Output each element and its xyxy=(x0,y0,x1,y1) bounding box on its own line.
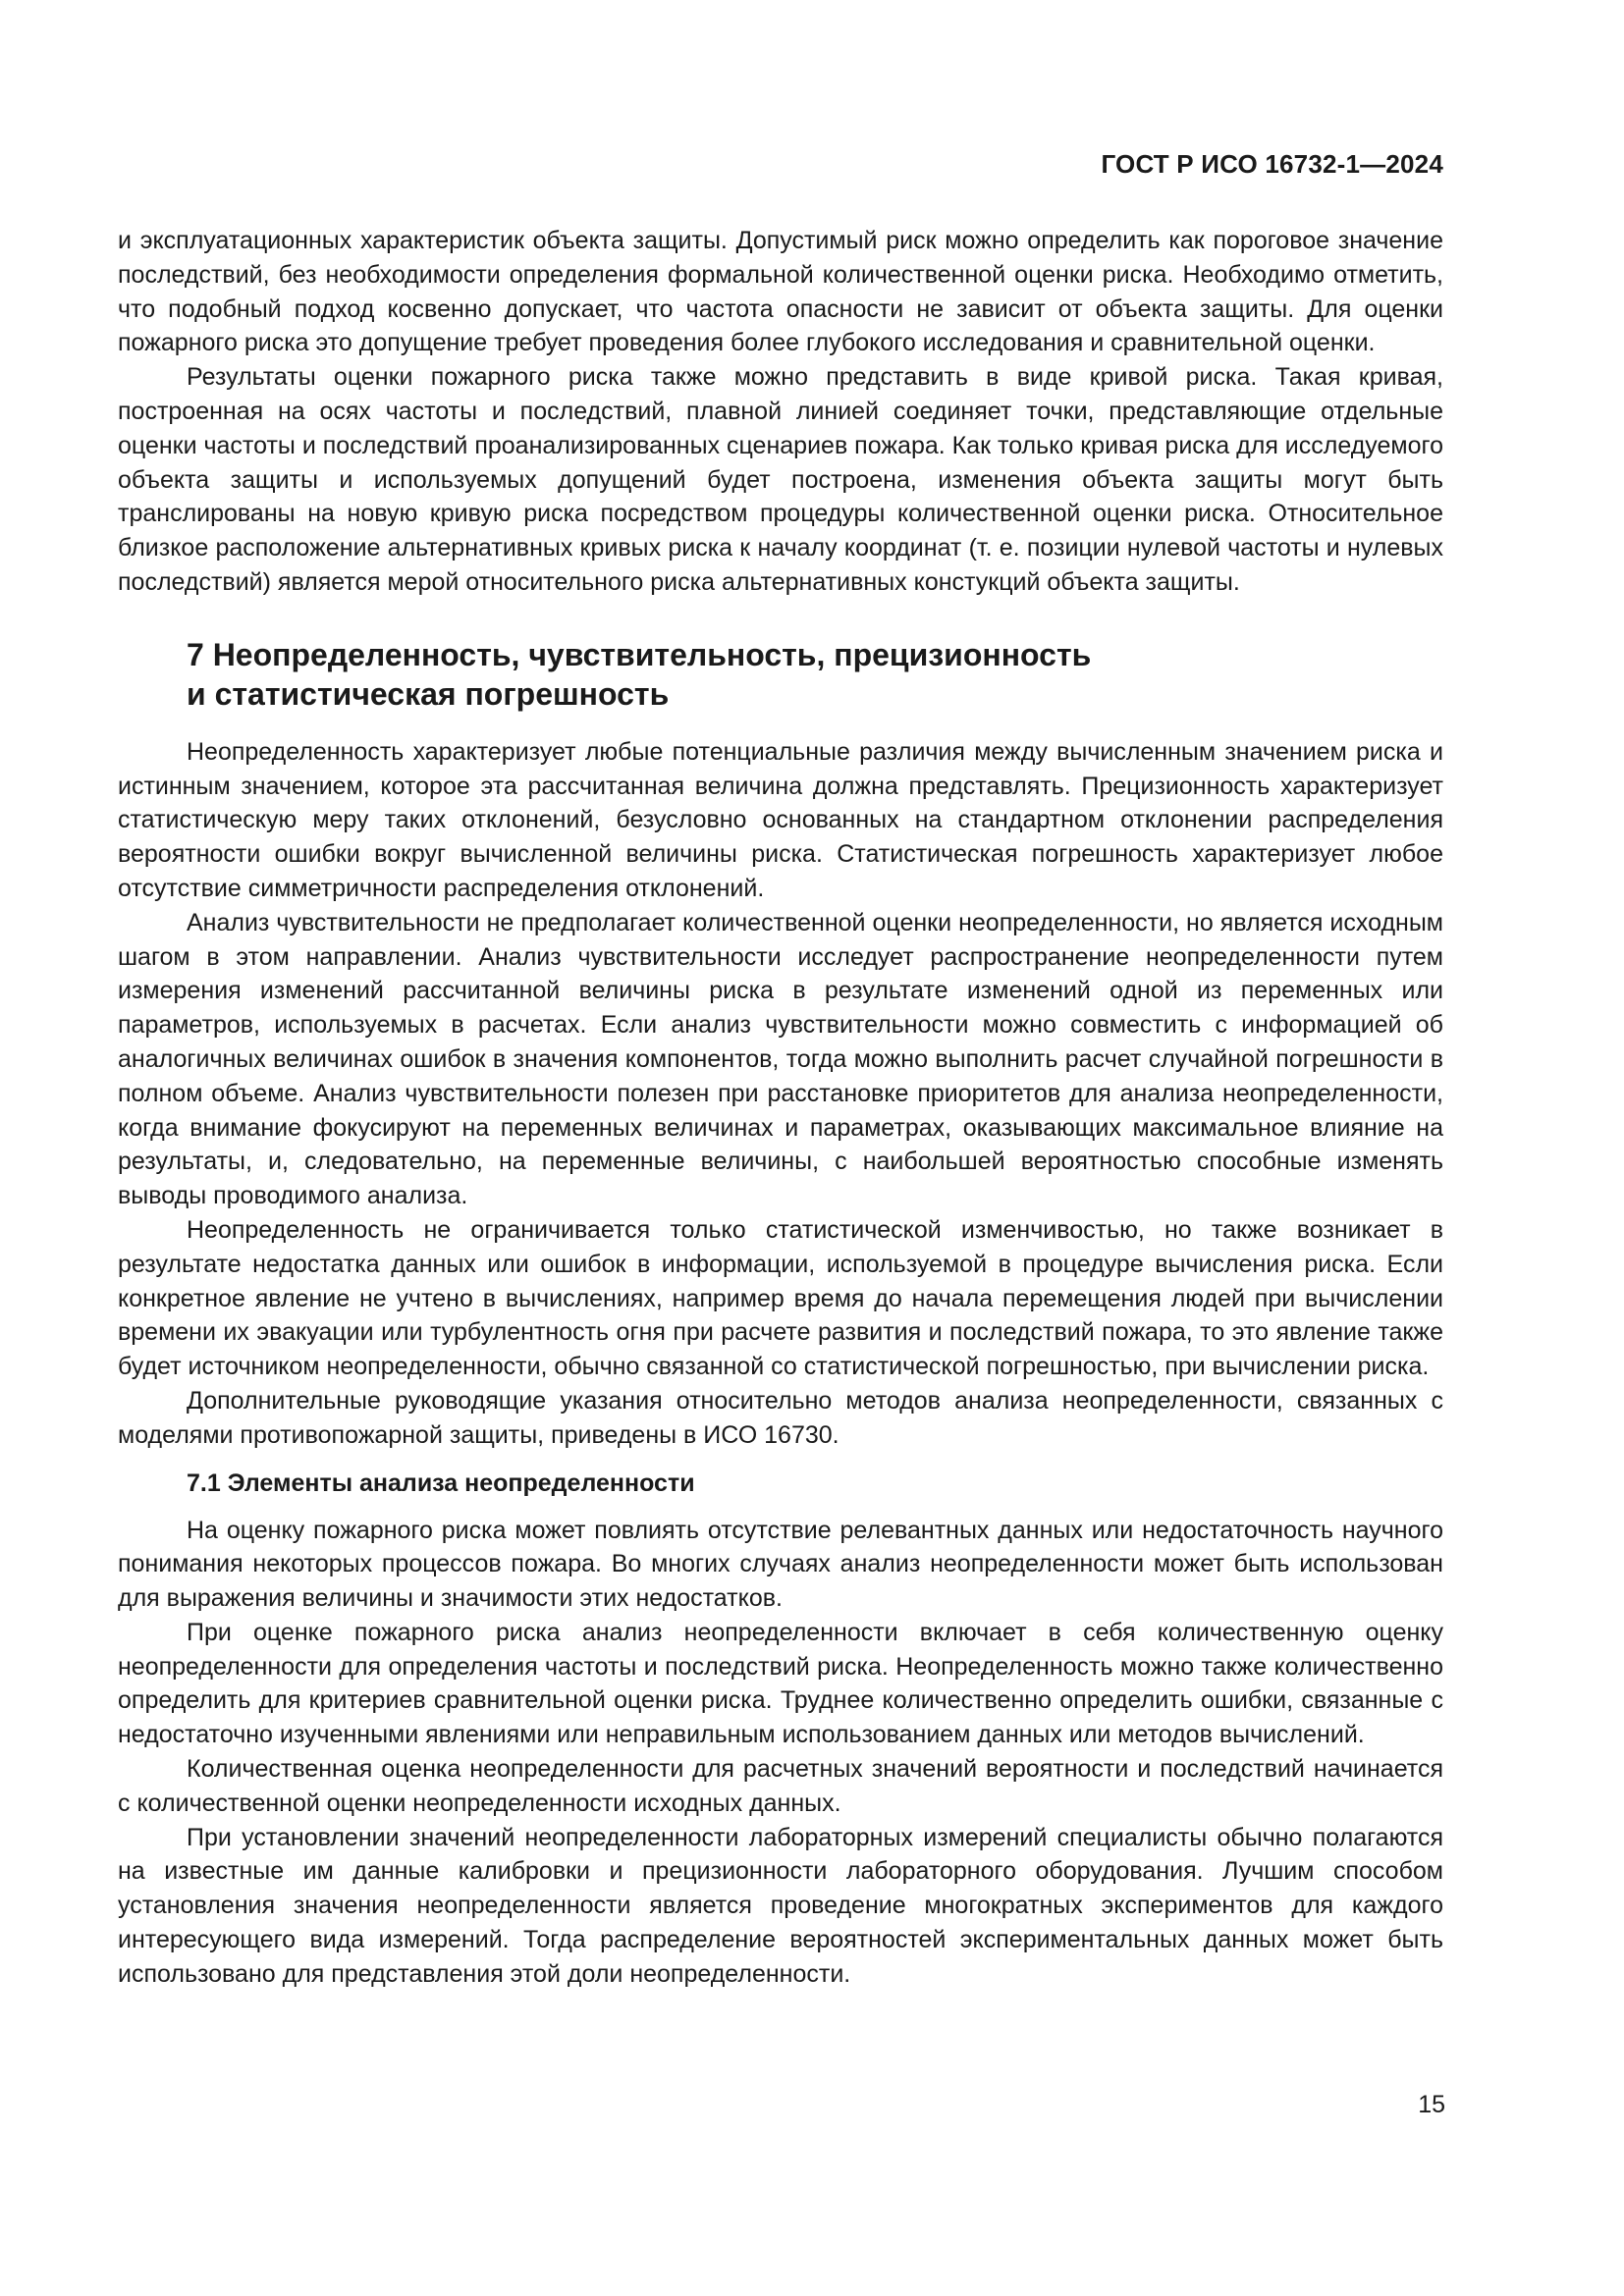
paragraph: При оценке пожарного риска анализ неопределенности включает в себя количественную оценку неопределенности для определения частоты и последствий риска. Неопределенность можно также количественно определить для критериев сравнительной оценки риска. Труднее количественно определить ошибки, связанные с недостаточно изученными явлениями или неправильным использованием данных или методов вычислений. xyxy=(118,1618,1443,1749)
paragraph: Анализ чувствительности не предполагает количественной оценки неопределенности, но является исходным шагом в этом направлении. Анализ чувствительности исследует распространение неопределенности путем измерения изменений рассчитанной величины риска в результате изменений одной из переменных или параметров, используемых в расчетах. Если анализ чувствительности можно совместить с информацией об аналогичных величинах ошибок в значения компонентов, тогда можно выполнить расчет случайной погрешности в полном объеме. Анализ чувствительности полезен при расстановке приоритетов для анализа неопределенности, когда внимание фокусируют на переменных величинах и параметрах, оказывающих максимальное влияние на результаты, и, следовательно, на переменные величины, с наибольшей вероятностью способные изменять выводы проводимого анализа. xyxy=(118,908,1443,1210)
page-body xyxy=(118,224,1443,1992)
paragraph: Неопределенность характеризует любые потенциальные различия между вычисленным значением риска и истинным значением, которое эта рассчитанная величина должна представлять. Прецизионность характеризует статистическую меру таких отклонений, безусловно основанных на стандартном отклонении распределения вероятности ошибки вокруг вычисленной величины риска. Статистическая погрешность характеризует любое отсутствие симметричности распределения отклонений. xyxy=(118,737,1443,902)
paragraph: Неопределенность не ограничивается только статистической изменчивостью, но также возникает в результате недостатка данных или ошибок в информации, используемой в процедуре вычисления риска. Если конкретное явление не учтено в вычислениях, например время до начала перемещения людей при вычислении времени их эвакуации или турбулентность огня при расчете развития и последствий пожара, то это явление также будет источником неопределенности, обычно связанной со статистической погрешностью, при вычислении риска. xyxy=(118,1215,1443,1381)
page-number: 15 xyxy=(1418,2091,1445,2118)
standard-designation: ГОСТ Р ИСО 16732-1—2024 xyxy=(1101,149,1443,179)
section-7-heading-line1: 7 Неопределенность, чувствительность, прецизионность xyxy=(187,636,1092,672)
paragraph-continuation: и эксплуатационных характеристик объекта защиты. Допустимый риск можно определить как пороговое значение последствий, без необходимости определения формальной количественной оценки риска. Необходимо отметить, что подобный подход косвенно допускает, что частота опасности не зависит от объекта защиты. Для оценки пожарного риска это допущение требует проведения более глубокого исследования и сравнительной оценки. xyxy=(118,227,1443,357)
section-7-heading-line2: и статистическая погрешность xyxy=(187,675,670,712)
paragraph-risk-curve: Результаты оценки пожарного риска также можно представить в виде кривой риска. Такая кривая, построенная на осях частоты и последствий, плавной линией соединяет точки, представляющие отдельные оценки частоты и последствий проанализированных сценариев пожара. Как только кривая риска для исследуемого объекта защиты и используемых допущений будет построена, изменения объекта защиты могут быть транслированы на новую кривую риска посредством процедуры количественной оценки риска. Относительное близкое расположение альтернативных кривых риска к началу координат (т. е. позиции нулевой частоты и нулевых последствий) является мерой относительного риска альтернативных констукций объекта защиты. xyxy=(118,363,1443,596)
section-7-1-heading: 7.1 Элементы анализа неопределенности xyxy=(187,1468,695,1497)
paragraph: Количественная оценка неопределенности для расчетных значений вероятности и последствий начинается с количественной оценки неопределенности исходных данных. xyxy=(118,1755,1443,1817)
paragraph: На оценку пожарного риска может повлиять отсутствие релевантных данных или недостаточность научного понимания некоторых процессов пожара. Во многих случаях анализ неопределенности может быть использован для выражения величины и значимости этих недостатков. xyxy=(118,1516,1443,1613)
section-7-heading xyxy=(187,635,1443,714)
paragraph: При установлении значений неопределенности лабораторных измерений специалисты обычно полагаются на известные им данные калибровки и прецизионности лабораторного оборудования. Лучшим способом установления значения неопределенности является проведение многократных экспериментов для каждого интересующего вида измерений. Тогда распределение вероятностей экспериментальных данных может быть использовано для представления этой доли неопределенности. xyxy=(118,1823,1443,1988)
paragraph: Дополнительные руководящие указания относительно методов анализа неопределенности, связанных с моделями противопожарной защиты, приведены в ИСО 16730. xyxy=(118,1386,1443,1449)
